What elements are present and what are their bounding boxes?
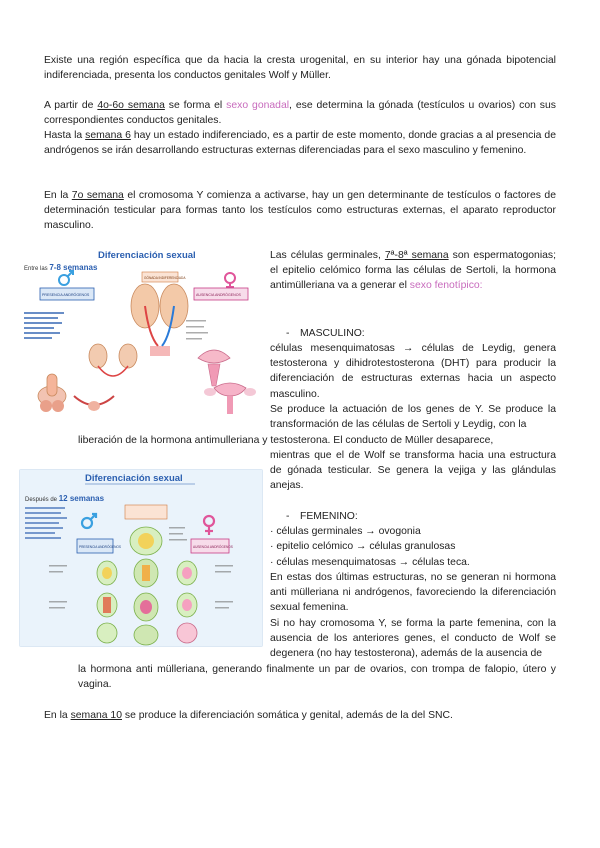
fig1-subtitle: Entre las 7-8 semanas — [24, 263, 98, 272]
paragraph-intro — [44, 53, 556, 83]
femenino-item-3: · células mesenquimatosas → células teca. — [270, 557, 470, 568]
masculino-title: MASCULINO: — [300, 328, 365, 339]
paragraph-celulas-germinales: Las células germinales, 7ª-8ª semana son espermatogonias; el epitelio celómico forma las células de Sertoli, la hormona antimülleriana va a generar el sexo fenotípico: — [270, 250, 556, 292]
week-label: 4o-6o semana — [97, 100, 165, 111]
paragraph-indiferenciado: Hasta la semana 6 hay un estado indiferenciado, es a partir de este momento, donde gracias a al presencia de andrógenos se irán desarrollando estructuras externas diferenciadas para el sexo masculino y femenino. — [44, 130, 556, 157]
diagram-illustration-2 — [19, 469, 263, 647]
femenino-text-3: la hormona anti mülleriana, generando finalmente un par de ovarios, con trompa de falopio, útero y vagina. — [78, 664, 556, 691]
paragraph-semana-10: En la semana 10 se produce la diferenciación somática y genital, además de la del SNC. — [44, 710, 453, 721]
masculino-text-4: mientras que el de Wolf se transforma hacia una estructura de gónada testicular. Se genera la vejiga y las glándulas anejas. — [270, 450, 556, 492]
femenino-text-1: En estas dos últimas estructuras, no se generan ni hormona anti mülleriana ni andrógenos, favoreciendo la diferenciación sexual femenina. — [270, 572, 556, 614]
highlight-term: sexo gonadal — [226, 100, 290, 111]
femenino-text-2: Si no hay cromosoma Y, se forma la parte femenina, con la ausencia de los anteriores genes, el conducto de Wolf se degenera (no hay testosterona), además de la ausencia de — [270, 618, 556, 660]
masculino-heading: - MASCULINO: — [286, 328, 365, 339]
masculino-text-2: Se produce la actuación de los genes de Y. Se produce la transformación de las células de Sertoli y Leydig, con la — [270, 404, 556, 431]
paragraph-cromosoma-y: En la 7o semana el cromosoma Y comienza a activarse, hay un gen determinante de testículos o factores de determinación testicular para formas tanto los testículos como estructuras externas, el aparato reproductor masculino. — [44, 190, 556, 232]
figure-diferenciacion-7-8-semanas — [18, 246, 262, 422]
femenino-title: FEMENINO: — [300, 511, 358, 522]
masculino-text-3: liberación de la hormona antimulleriana y testosterona. El conducto de Müller desaparece, — [78, 435, 494, 446]
week-label: 7ª-8ª semana — [384, 250, 449, 261]
svg-text:AUSENCIA ANDRÓGENOS: AUSENCIA ANDRÓGENOS — [196, 293, 241, 297]
svg-text:GÓNADA INDIFERENCIADA: GÓNADA INDIFERENCIADA — [144, 276, 186, 280]
figure-diferenciacion-12-semanas — [19, 469, 263, 647]
intro-text: Existe una región específica que da hacia la cresta urogenital, en su interior hay una gónada bipotencial indiferenciada, presenta los conductos genitales Wolf y Müller. — [44, 55, 556, 82]
svg-text:PRESENCIA ANDRÓGENOS: PRESENCIA ANDRÓGENOS — [42, 293, 90, 297]
fig2-subtitle: Después de 12 semanas — [25, 494, 105, 503]
svg-text:AUSENCIA ANDRÓGENOS: AUSENCIA ANDRÓGENOS — [193, 545, 233, 549]
femenino-heading: - FEMENINO: — [286, 511, 358, 522]
fig1-title: Diferenciación sexual — [98, 250, 196, 261]
femenino-item-2: · epitelio celómico → células granulosas — [270, 541, 456, 552]
femenino-item-1: · células germinales → ovogonia — [270, 526, 421, 537]
fig2-title: Diferenciación sexual — [85, 473, 183, 484]
paragraph-sexo-gonadal: A partir de 4o-6o semana se forma el sexo gonadal, ese determina la gónada (testículos u ovarios) con sus correspondientes conductos genitales. — [44, 100, 556, 127]
svg-text:PRESENCIA ANDRÓGENOS: PRESENCIA ANDRÓGENOS — [79, 545, 121, 549]
week-label: 7o semana — [71, 190, 124, 201]
week-label: semana 6 — [85, 130, 131, 141]
highlight-term: sexo fenotípico: — [409, 280, 483, 292]
masculino-text-1: células mesenquimatosas → células de Leydig, genera testosterona y dihidrotestosterona (DHT) para producir la diferenciación de estructuras externas hacia un aspecto masculino. — [270, 343, 556, 400]
diagram-illustration — [18, 246, 262, 422]
week-label: semana 10 — [70, 710, 122, 721]
